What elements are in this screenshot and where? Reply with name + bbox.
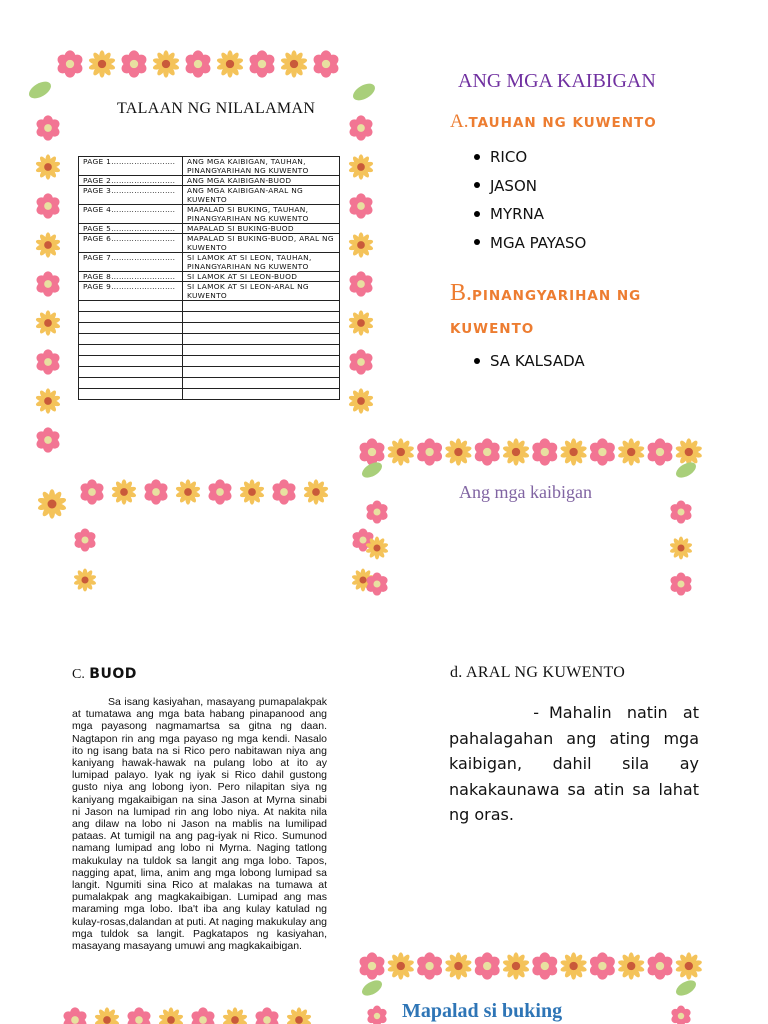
character-item — [474, 205, 586, 234]
toc-empty-row — [79, 356, 340, 367]
toc-empty-row — [79, 389, 340, 400]
toc-row — [79, 186, 340, 205]
toc-row — [79, 176, 340, 186]
yellow-flower-icon — [73, 568, 96, 591]
pink-flower-icon — [365, 500, 390, 523]
toc-page-cell: PAGE 4……………………. — [79, 205, 183, 224]
yellow-flower-icon — [617, 438, 645, 465]
buod-paragraph: Sa isang kasiyahan, masayang pumapalakpak at tumatawa ang mga bata habang pinapanood ang mga payasong nagmamartsa sa gitna ng daan. Nagtapon rin ang mga payaso ng mga kendi. Nasalo ito ng isang bata na si Rico pero nabitawan niya ang kaniyang hawak-hawak na pulang lobo at ito ay lumipad palayo. Iyak ng iyak si Rico dahil gustong gusto niya ang lobong iyon. Pero nilapitan siya ng kaniyang mgakaibigan na sina Jason at Myrna sinabi ni Jason na lumipad rin ang lobo niya. At nakita nila ang dilaw na lobo ni Jason na mablis na lumilipad pataas. At tumigil na ang pag-iyak ni Rico. Sumunod namang lumipad ang lobo ni Myrna. Naging tatlong makukulay na tuldok sa langit ang mga lobo. Tapos, nagging apat, lima, anim ang mga lobong lumipad sa langit. Ngumiti sina Rico at malakas na tumawa at pumalakpak ang magkakaibigan. Lumipad ang mas maraming mga lobo. Iba't iba ang kulay katulad ng kulay-rosas,dalandan at puti. At naging makukulay ang mga tuldok sa langit. Pagkatapos ng kasiyahan, masayang masayang umuwi ang magkakaibigan. — [72, 696, 327, 953]
toc-content-cell: MAPALAD SI BUKING, TAUHAN, PINANGYARIHAN NG KUWENTO — [183, 205, 340, 224]
yellow-flower-icon — [158, 1007, 184, 1024]
toc-empty-row — [79, 301, 340, 312]
toc-row — [79, 157, 340, 176]
section-a-label: TAUHAN NG KUWENTO — [468, 115, 657, 131]
yellow-flower-icon — [560, 438, 588, 465]
toc-content-cell: MAPALAD SI BUKING-BUOD, ARAL NG KUWENTO — [183, 234, 340, 253]
toc-page-cell: PAGE 2……………………. — [79, 176, 183, 186]
toc-empty-cell — [79, 389, 183, 400]
pink-flower-icon — [35, 115, 62, 140]
toc-table — [78, 156, 340, 400]
toc-empty-cell — [183, 389, 340, 400]
pink-flower-icon — [348, 349, 375, 374]
toc-empty-row — [79, 323, 340, 334]
pink-flower-icon — [348, 115, 375, 140]
toc-row — [79, 272, 340, 282]
section-b-letter: B. — [450, 280, 473, 306]
toc-empty-cell — [183, 323, 340, 334]
yellow-flower-icon — [303, 479, 329, 504]
toc-empty-cell — [79, 323, 183, 334]
yellow-flower-icon — [675, 438, 703, 465]
toc-row — [79, 253, 340, 272]
bullet-icon — [474, 358, 480, 364]
green-leaf-icon — [26, 78, 54, 102]
pink-flower-icon — [73, 528, 98, 551]
yellow-flower-icon — [280, 50, 308, 77]
section-a-heading — [450, 111, 657, 133]
pink-flower-icon — [645, 952, 674, 979]
characters-list — [474, 148, 586, 262]
character-item — [474, 234, 586, 263]
pink-flower-icon — [55, 50, 84, 77]
yellow-flower-icon — [348, 388, 374, 413]
yellow-flower-icon — [152, 50, 180, 77]
toc-title: TALAAN NG NILALAMAN — [117, 100, 316, 117]
pink-flower-icon — [183, 50, 212, 77]
pink-flower-icon — [271, 479, 298, 504]
yellow-flower-icon — [617, 952, 645, 979]
toc-content-cell: SI LAMOK AT SI LEON-BUOD — [183, 272, 340, 282]
toc-page-cell: PAGE 6……………………. — [79, 234, 183, 253]
character-item — [474, 148, 586, 177]
yellow-flower-icon — [35, 388, 61, 413]
yellow-flower-icon — [35, 154, 61, 179]
yellow-flower-icon — [111, 479, 137, 504]
pink-flower-icon — [366, 1006, 388, 1024]
pink-flower-icon — [473, 438, 502, 465]
yellow-flower-icon — [502, 438, 530, 465]
yellow-flower-icon — [669, 536, 692, 559]
pink-flower-icon — [247, 50, 276, 77]
toc-row — [79, 234, 340, 253]
pink-flower-icon — [254, 1007, 281, 1024]
toc-empty-row — [79, 334, 340, 345]
toc-empty-cell — [79, 367, 183, 378]
bullet-icon — [474, 239, 480, 245]
pink-flower-icon — [79, 479, 106, 504]
toc-empty-row — [79, 378, 340, 389]
section-b-label-line2: KUWENTO — [450, 321, 535, 337]
yellow-flower-icon — [35, 310, 61, 335]
yellow-flower-icon — [88, 50, 116, 77]
toc-page-cell: PAGE 1……………………. — [79, 157, 183, 176]
toc-content-cell: SI LAMOK AT SI LEON, TAUHAN, PINANGYARIHAN NG KUWENTO — [183, 253, 340, 272]
yellow-flower-icon — [37, 489, 67, 518]
toc-empty-cell — [183, 301, 340, 312]
bullet-icon — [474, 154, 480, 160]
pink-flower-icon — [62, 1007, 89, 1024]
aral-text: Mahalin natin at pahalagahan ang ating mga kaibigan, dahil sila ay nakakaunawa sa atin sa lahat ng oras. — [449, 703, 699, 824]
toc-empty-row — [79, 312, 340, 323]
character-item — [474, 177, 586, 206]
toc-empty-cell — [79, 312, 183, 323]
toc-empty-cell — [183, 345, 340, 356]
setting-item-text: SA KALSADA — [490, 352, 585, 370]
pink-flower-icon — [530, 438, 559, 465]
toc-empty-row — [79, 367, 340, 378]
section-b-label-line1: PINANGYARIHAN NG — [472, 288, 642, 304]
yellow-flower-icon — [348, 232, 374, 257]
toc-row — [79, 282, 340, 301]
yellow-flower-icon — [286, 1007, 312, 1024]
setting-item — [474, 352, 585, 381]
pink-flower-icon — [669, 500, 694, 523]
yellow-flower-icon — [239, 479, 265, 504]
toc-content-cell: SI LAMOK AT SI LEON-ARAL NG KUWENTO — [183, 282, 340, 301]
pink-flower-icon — [207, 479, 234, 504]
pink-flower-icon — [35, 193, 62, 218]
toc-empty-cell — [79, 356, 183, 367]
section-c-heading — [72, 666, 137, 683]
pink-flower-icon — [35, 427, 62, 452]
toc-row — [79, 205, 340, 224]
character-item-text: MGA PAYASO — [490, 233, 587, 252]
card-title: Ang mga kaibigan — [459, 482, 592, 502]
toc-empty-cell — [183, 312, 340, 323]
toc-page-cell: PAGE 3……………………. — [79, 186, 183, 205]
pink-flower-icon — [670, 1006, 692, 1024]
pink-flower-icon — [35, 271, 62, 296]
yellow-flower-icon — [222, 1007, 248, 1024]
pink-flower-icon — [588, 952, 617, 979]
toc-empty-cell — [183, 367, 340, 378]
toc-page-cell: PAGE 5……………………. — [79, 224, 183, 234]
pink-flower-icon — [35, 349, 62, 374]
yellow-flower-icon — [175, 479, 201, 504]
section-c-label: BUOD — [89, 666, 137, 682]
section-a-letter: A. — [450, 111, 469, 132]
pink-flower-icon — [415, 438, 444, 465]
character-item-text: JASON — [490, 176, 537, 195]
toc-empty-row — [79, 345, 340, 356]
next-card-title: Mapalad si buking — [402, 1000, 563, 1022]
yellow-flower-icon — [675, 952, 703, 979]
green-leaf-icon — [359, 977, 384, 998]
pink-flower-icon — [348, 271, 375, 296]
pink-flower-icon — [311, 50, 340, 77]
yellow-flower-icon — [216, 50, 244, 77]
section-c-letter: C. — [72, 667, 85, 682]
toc-page-cell: PAGE 8……………………. — [79, 272, 183, 282]
green-leaf-icon — [350, 80, 378, 104]
yellow-flower-icon — [35, 232, 61, 257]
toc-content-cell: ANG MGA KAIBIGAN, TAUHAN, PINANGYARIHAN NG KUWENTO — [183, 157, 340, 176]
pink-flower-icon — [357, 952, 386, 979]
pink-flower-icon — [348, 193, 375, 218]
pink-flower-icon — [588, 438, 617, 465]
green-leaf-icon — [673, 977, 698, 998]
toc-content-cell: ANG MGA KAIBIGAN-ARAL NG KUWENTO — [183, 186, 340, 205]
aral-dash: - — [533, 703, 539, 722]
toc-content-cell: ANG MGA KAIBIGAN-BUOD — [183, 176, 340, 186]
character-item-text: RICO — [490, 148, 528, 166]
yellow-flower-icon — [387, 952, 415, 979]
toc-page-cell: PAGE 9……………………. — [79, 282, 183, 301]
toc-empty-cell — [79, 301, 183, 312]
pink-flower-icon — [357, 438, 386, 465]
toc-empty-cell — [183, 334, 340, 345]
story-title: ANG MGA KAIBIGAN — [458, 70, 656, 92]
toc-empty-cell — [79, 345, 183, 356]
pink-flower-icon — [190, 1007, 217, 1024]
yellow-flower-icon — [348, 310, 374, 335]
toc-empty-cell — [183, 378, 340, 389]
bullet-icon — [474, 211, 480, 217]
pink-flower-icon — [143, 479, 170, 504]
yellow-flower-icon — [502, 952, 530, 979]
aral-paragraph — [449, 700, 699, 828]
toc-empty-cell — [79, 334, 183, 345]
section-d-heading: d. ARAL NG KUWENTO — [450, 664, 626, 681]
pink-flower-icon — [473, 952, 502, 979]
bullet-icon — [474, 182, 480, 188]
pink-flower-icon — [415, 952, 444, 979]
section-b-heading — [450, 277, 641, 345]
pink-flower-icon — [126, 1007, 153, 1024]
pink-flower-icon — [530, 952, 559, 979]
character-item-text: MYRNA — [490, 205, 545, 223]
pink-flower-icon — [119, 50, 148, 77]
yellow-flower-icon — [348, 154, 374, 179]
yellow-flower-icon — [387, 438, 415, 465]
setting-list — [474, 352, 585, 381]
toc-content-cell: MAPALAD SI BUKING-BUOD — [183, 224, 340, 234]
yellow-flower-icon — [445, 438, 473, 465]
toc-row — [79, 224, 340, 234]
yellow-flower-icon — [94, 1007, 120, 1024]
yellow-flower-icon — [560, 952, 588, 979]
yellow-flower-icon — [445, 952, 473, 979]
pink-flower-icon — [645, 438, 674, 465]
pink-flower-icon — [669, 572, 694, 595]
toc-page-cell: PAGE 7……………………. — [79, 253, 183, 272]
toc-empty-cell — [79, 378, 183, 389]
toc-empty-cell — [183, 356, 340, 367]
